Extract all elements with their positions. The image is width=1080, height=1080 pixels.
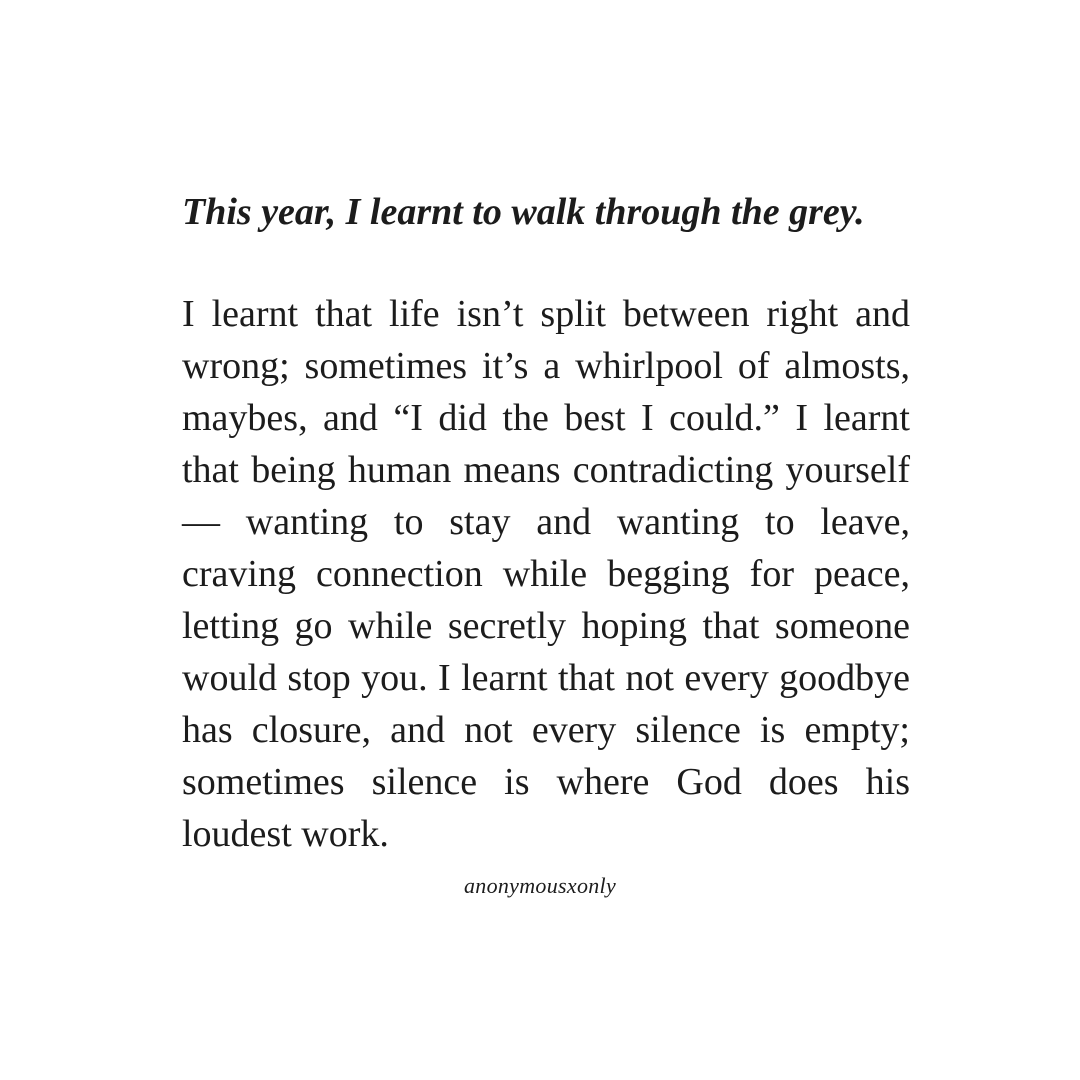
author-signature: anonymousxonly — [463, 873, 617, 898]
quote-title: This year, I learnt to walk through the grey. — [182, 191, 865, 233]
quote-body: I learnt that life isn’t split between right and wrong; sometimes it’s a whirlpool of almosts, maybes, and “I did the best I could.” I learnt that being human means contradicting yourself — wanting to stay and wanting to leave, craving connection while begging for peace, letting go while secretly hoping that someone would stop you. I learnt that not every goodbye has closure, and not every silence is empty; sometimes silence is where God does his loudest work. — [182, 293, 910, 855]
